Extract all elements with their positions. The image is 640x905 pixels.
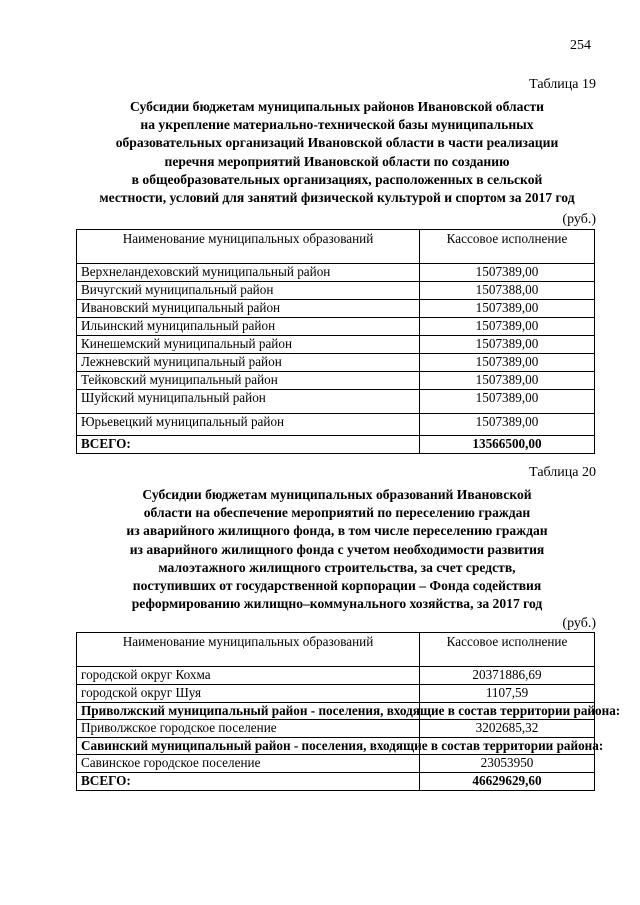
row-name: городской округ Шуя xyxy=(77,685,420,703)
table-group-row xyxy=(77,703,595,720)
table-20-label: Таблица 20 xyxy=(529,465,596,480)
header-name: Наименование муниципальных образований xyxy=(77,633,420,667)
header-value: Кассовое исполнение xyxy=(420,633,595,667)
row-name: Лежневский муниципальный район xyxy=(77,354,420,372)
table-row xyxy=(77,720,595,738)
group-name: Савинский муниципальный район - поселения, входящие в состав территории района: xyxy=(77,738,420,755)
row-name: Вичугский муниципальный район xyxy=(77,282,420,300)
table-row xyxy=(77,390,595,414)
row-name: Ивановский муниципальный район xyxy=(77,300,420,318)
table-total-row xyxy=(77,436,595,454)
header-value: Кассовое исполнение xyxy=(420,230,595,264)
row-name: Юрьевецкий муниципальный район xyxy=(77,414,420,436)
table-header xyxy=(77,230,595,264)
table-total-row xyxy=(77,773,595,791)
group-name: Приволжский муниципальный район - поселения, входящие в состав территории района: xyxy=(77,703,420,720)
row-value: 1507389,00 xyxy=(420,372,595,390)
row-name: городской округ Кохма xyxy=(77,667,420,685)
table-row xyxy=(77,282,595,300)
row-value: 1507389,00 xyxy=(420,300,595,318)
title-line: из аварийного жилищного фонда с учетом необходимости развития xyxy=(129,541,545,557)
title-line: области на обеспечение мероприятий по переселению граждан xyxy=(143,505,531,521)
header-name: Наименование муниципальных образований xyxy=(77,230,420,264)
table-row xyxy=(77,318,595,336)
row-value: 1507389,00 xyxy=(420,354,595,372)
row-value: 23053950 xyxy=(420,755,595,773)
total-value: 13566500,00 xyxy=(420,436,595,454)
total-value: 46629629,60 xyxy=(420,773,595,791)
table-row xyxy=(77,685,595,703)
table-group-row xyxy=(77,738,595,755)
title-line: местности, условий для занятий физической культурой и спортом за 2017 год xyxy=(99,190,575,206)
row-name: Савинское городское поселение xyxy=(77,755,420,773)
row-name: Верхнеландеховский муниципальный район xyxy=(77,264,420,282)
row-name: Тейковский муниципальный район xyxy=(77,372,420,390)
row-value: 1507389,00 xyxy=(420,318,595,336)
title-line: реформированию жилищно–коммунального хозяйства, за 2017 год xyxy=(131,596,543,612)
row-value: 1507388,00 xyxy=(420,282,595,300)
table-header xyxy=(77,633,595,667)
row-value: 20371886,69 xyxy=(420,667,595,685)
title-line: перечня мероприятий Ивановской области по созданию xyxy=(164,153,510,169)
table-row xyxy=(77,755,595,773)
row-value: 1507389,00 xyxy=(420,264,595,282)
table-row xyxy=(77,300,595,318)
table-19-title xyxy=(78,98,596,207)
table-20-title xyxy=(78,486,596,613)
row-value: 3202685,32 xyxy=(420,720,595,738)
title-line: в общеобразовательных организациях, расположенных в сельской xyxy=(131,171,543,187)
row-name: Шуйский муниципальный район xyxy=(77,390,420,414)
table-row xyxy=(77,336,595,354)
table-row xyxy=(77,667,595,685)
title-line: на укрепление материально-технической базы муниципальных xyxy=(140,117,534,133)
row-name: Кинешемский муниципальный район xyxy=(77,336,420,354)
row-name: Приволжское городское поселение xyxy=(77,720,420,738)
table-row xyxy=(77,372,595,390)
row-value: 1507389,00 xyxy=(420,390,595,414)
table-19-unit: (руб.) xyxy=(562,212,596,227)
title-line: из аварийного жилищного фонда, в том числе переселению граждан xyxy=(126,523,548,539)
total-label: ВСЕГО: xyxy=(77,773,420,791)
page-number: 254 xyxy=(570,38,591,53)
total-label: ВСЕГО: xyxy=(77,436,420,454)
row-value: 1507389,00 xyxy=(420,336,595,354)
title-line: Субсидии бюджетам муниципальных образований Ивановской xyxy=(142,487,532,502)
table-row xyxy=(77,414,595,436)
row-name: Ильинский муниципальный район xyxy=(77,318,420,336)
table-19 xyxy=(76,229,595,454)
table-20 xyxy=(76,632,621,791)
row-value: 1507389,00 xyxy=(420,414,595,436)
title-line: поступивших от государственной корпорации – Фонда содействия xyxy=(132,578,542,594)
table-row xyxy=(77,354,595,372)
table-row xyxy=(77,264,595,282)
table-19-label: Таблица 19 xyxy=(529,77,596,92)
table-20-unit: (руб.) xyxy=(562,616,596,631)
title-line: Субсидии бюджетам муниципальных районов Ивановской области xyxy=(129,99,545,114)
title-line: образовательных организаций Ивановской области в части реализации xyxy=(115,135,559,151)
row-value: 1107,59 xyxy=(420,685,595,703)
title-line: малоэтажного жилищного строительства, за счет средств, xyxy=(158,559,516,575)
